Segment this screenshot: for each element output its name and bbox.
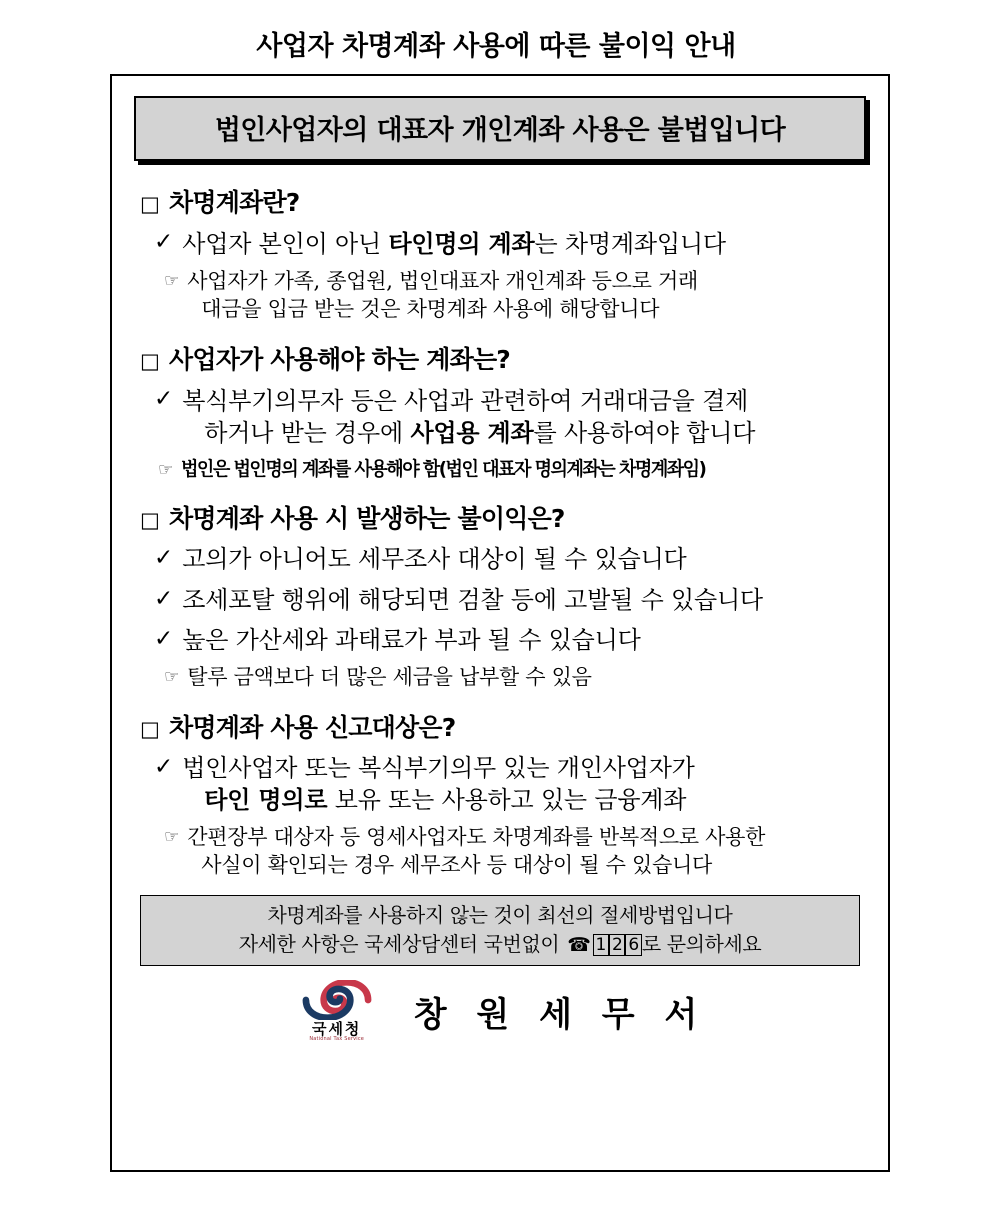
phone-digit-2: 2	[609, 934, 625, 956]
headline-banner-wrapper	[134, 96, 866, 161]
nts-logo-english-text: National Tax Service	[309, 1036, 365, 1043]
section-2-check-item-1-text	[182, 385, 755, 449]
notice-frame	[110, 74, 890, 1172]
section-2-check-item-1	[154, 385, 872, 449]
footer-line-1: 차명계좌를 사용하지 않는 것이 최선의 절세방법입니다	[267, 903, 733, 928]
section-2-heading	[140, 340, 872, 376]
section-3-check-item-1-text	[182, 544, 686, 575]
text-line: 사실이 확인되는 경우 세무조사 등 대상이 될 수 있습니다	[201, 852, 712, 877]
phone-digit-1: 1	[593, 934, 609, 956]
section-3-check-item-2-text	[182, 585, 763, 616]
telephone-icon: ☎	[567, 933, 591, 956]
section-3-heading	[140, 499, 872, 535]
section-1-check-item-1-text	[182, 228, 726, 260]
check-bullet-icon: ✓	[154, 625, 174, 652]
section-1-pointer-item-1-text	[187, 268, 698, 323]
section-2-pointer-item-1-text	[181, 457, 705, 482]
text-line: 간편장부 대상자 등 영세사업자도 차명계좌를 반복적으로 사용한	[187, 825, 766, 849]
section-3-pointer-item-1-text	[187, 664, 591, 692]
square-bullet-icon: □	[140, 348, 160, 373]
text-line: 탈루 금액보다 더 많은 세금을 납부할 수 있음	[187, 664, 592, 689]
section-4-pointer-item-1	[164, 824, 872, 879]
section-2	[128, 340, 872, 484]
footer-line-2-prefix: 자세한 사항은 국세상담센터 국번없이	[238, 931, 566, 956]
text-post: 보유 또는 사용하고 있는 금융계좌	[327, 785, 687, 814]
text-line: 고의가 아니어도 세무조사 대상이 될 수 있습니다	[182, 545, 687, 574]
check-bullet-icon: ✓	[154, 753, 174, 780]
section-3-check-item-3	[154, 625, 872, 656]
section-3-check-item-1	[154, 544, 872, 575]
pointing-hand-icon: ☞	[158, 460, 174, 480]
section-1-heading	[140, 183, 872, 219]
text-pre: 사업자 본인이 아닌	[182, 230, 389, 258]
section-4-check-item-1-text	[182, 753, 694, 816]
headline-banner	[134, 96, 866, 161]
nts-logo-korean-text: 국세청	[311, 1019, 362, 1038]
text-pre: 하거나 받는 경우에	[204, 418, 411, 447]
page-title: 사업자 차명계좌 사용에 따른 불이익 안내	[256, 31, 736, 62]
check-bullet-icon: ✓	[154, 229, 174, 255]
phone-digit-3: 6	[625, 934, 641, 956]
text-line: 대금을 입금 받는 것은 차명계좌 사용에 해당합니다	[201, 296, 660, 321]
nts-taegeuk-icon	[300, 980, 374, 1020]
text-post: 는 차명계좌입니다	[534, 230, 726, 258]
section-3-check-item-3-text	[182, 625, 640, 656]
text-bold: 타인명의 계좌	[388, 229, 535, 258]
square-bullet-icon: □	[140, 192, 160, 216]
text-post: 를 사용하여야 합니다	[533, 418, 756, 447]
check-bullet-icon: ✓	[154, 385, 174, 412]
section-2-pointer-item-1	[158, 457, 872, 483]
section-4	[128, 708, 872, 880]
section-1-check-item-1	[154, 228, 872, 260]
section-1-pointer-item-1	[164, 268, 872, 323]
section-1-heading-text: 차명계좌란?	[169, 188, 300, 217]
text-line: 사업자가 가족, 종업원, 법인대표자 개인계좌 등으로 거래	[187, 269, 698, 294]
pointing-hand-icon: ☞	[164, 666, 180, 687]
signature-row	[128, 980, 872, 1043]
section-2-heading-text: 사업자가 사용해야 하는 계좌는?	[169, 344, 511, 374]
footer-line-2	[145, 930, 855, 959]
footer-line-2-suffix: 로 문의하세요	[641, 931, 762, 956]
text-bold: 사업용 계좌	[410, 417, 534, 447]
footer-callout-box	[140, 895, 860, 965]
text-pre: 복식부기의무자 등은 사업과 관련하여 거래대금을 결제	[182, 386, 749, 415]
pointing-hand-icon: ☞	[164, 827, 180, 847]
text-line: 높은 가산세와 과태료가 부과 될 수 있습니다	[182, 625, 641, 654]
text-bold: 타인 명의로	[204, 784, 328, 814]
pointing-hand-icon: ☞	[164, 271, 180, 292]
check-bullet-icon: ✓	[154, 585, 174, 612]
check-bullet-icon: ✓	[154, 545, 174, 572]
section-3-check-item-2	[154, 585, 872, 616]
section-4-pointer-item-1-text	[187, 824, 765, 879]
section-4-heading-text: 차명계좌 사용 신고대상은?	[169, 712, 456, 742]
section-3-heading-text: 차명계좌 사용 시 발생하는 불이익은?	[169, 504, 565, 534]
text-line: 법인사업자 또는 복식부기의무 있는 개인사업자가	[182, 753, 695, 782]
section-3	[128, 499, 872, 691]
section-3-pointer-item-1	[164, 664, 872, 692]
section-1	[128, 183, 872, 324]
section-4-heading	[140, 708, 872, 744]
text-line: 조세포탈 행위에 해당되면 검찰 등에 고발될 수 있습니다	[182, 585, 763, 614]
headline-banner-text: 법인사업자의 대표자 개인계좌 사용은 불법입니다	[214, 115, 786, 146]
nts-logo	[294, 980, 380, 1043]
text-line: 법인은 법인명의 계좌를 사용해야 함(법인 대표자 명의계좌는 차명계좌임)	[181, 458, 706, 480]
square-bullet-icon: □	[140, 716, 160, 741]
office-name: 창 원 세 무 서	[413, 994, 707, 1035]
section-4-check-item-1	[154, 753, 872, 816]
square-bullet-icon: □	[140, 508, 160, 533]
